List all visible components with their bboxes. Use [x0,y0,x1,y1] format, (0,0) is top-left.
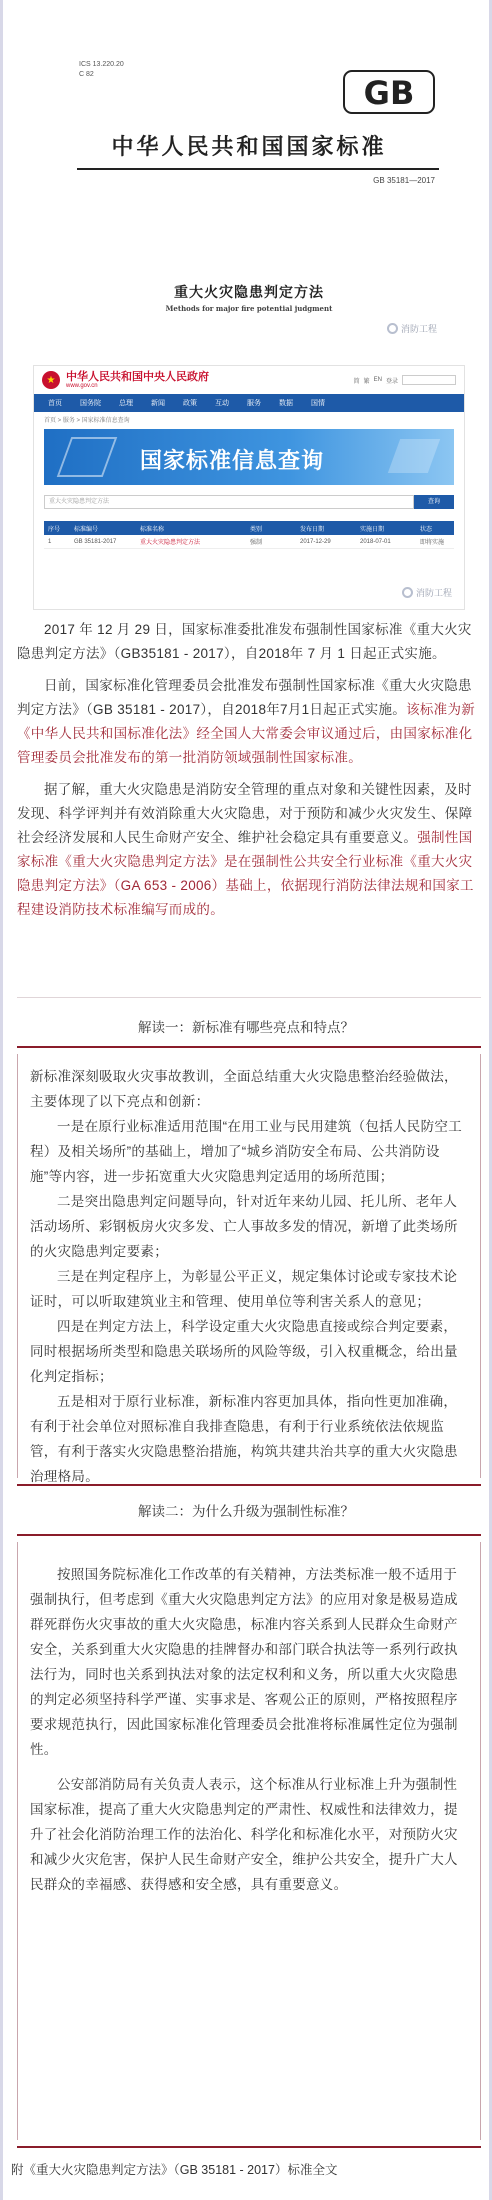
cell: 2018-07-01 [360,538,391,545]
gov-url[interactable]: www.gov.cn [66,383,98,389]
gov-name: 中华人民共和国中央人民政府 [66,371,209,383]
ics-code [79,60,124,80]
gov-header [34,366,464,394]
gov-brand [66,371,209,389]
nav-item-interaction[interactable]: 互动 [215,400,229,407]
nav-item-national[interactable]: 国情 [311,400,325,407]
link-traditional[interactable]: 繁 [363,378,370,385]
paragraph: 一是在原行业标准适用范围“在用工业与民用建筑（包括人民防空工程）及相关场所”的基础上，增加了“城乡消防安全布局、公共消防设施”等内容，进一步拓宽重大火灾隐患判定适用的场所范围； [30,1119,462,1184]
standard-title: 中华人民共和国国家标准 [111,134,387,160]
nav-item-home[interactable]: 首页 [48,400,62,407]
watermark-logo-icon [402,587,413,598]
banner-decoration [57,437,118,477]
cell: 2017-12-29 [300,538,331,545]
col-header: 发布日期 [300,526,325,533]
box-content [17,1542,481,2140]
col-header: 类别 [250,526,263,533]
section-heading: 解读二：为什么升级为强制性标准？ [138,1504,354,1519]
watermark-text: 消防工程 [415,588,452,598]
link-login[interactable]: 登录 [385,378,398,385]
banner-title: 国家标准信息查询 [140,448,325,473]
paragraph: 二是突出隐患判定问题导向，针对近年来幼儿园、托儿所、老年人活动场所、彩钢板房火灾多发、亡人事故多发的情况，新增了此类场所的火灾隐患判定要素； [30,1194,458,1259]
nav-item-state-council[interactable]: 国务院 [80,400,101,407]
cell: 即将实施 [420,540,445,546]
interpretation-box [17,1046,481,1486]
paragraph: 2017 年 12 月 29 日，国家标准委批准发布强制性国家标准《重大火灾隐患判定方法》（GB35181 - 2017），自2018年 7 月 1 日起正式实施。 [17,622,472,661]
col-header: 标准编号 [74,526,99,533]
nav-item-data[interactable]: 数据 [279,400,293,407]
watermark [387,322,437,335]
link-english[interactable]: EN [373,377,382,383]
paragraph: 按照国务院标准化工作改革的有关精神，方法类标准一般不适用于强制执行，但考虑到《重大火灾隐患判定方法》的应用对象是极易造成群死群伤火灾事故的重大火灾隐患，标准内容关系到人民群众生命财产安全，关系到重大火灾隐患的挂牌督办和部门联合执法等一系列行政执法行为，同时也关系到执法对象的法定权利和义务，所以重大火灾隐患的判定必须坚持科学严谨、实事求是、客观公正的原则，严格按照程序要求规范执行，因此国家标准化管理委员会批准将标准属性定位为强制性。 [30,1567,458,1757]
nav-item-service[interactable]: 服务 [247,400,261,407]
box-content [17,1054,481,1484]
standard-link[interactable]: 重大火灾隐患判定方法 [140,540,201,546]
interpretation-box [17,1534,481,2148]
search-button[interactable]: 查询 [414,495,454,509]
col-header: 标准名称 [140,526,165,533]
highlight-text: 强制性国家标准《重大火灾隐患判定方法》是在强制性公共安全行业标准《重大火灾隐患判定方法》（GA 653 - 2006）基础上，依据现行消防法律法规和国家工程建设消防技术标准编写而成的。 [17,830,474,917]
paragraph [17,674,481,770]
document-title: 重大火灾隐患判定方法 [174,284,324,300]
table-header [44,521,454,535]
paragraph: 四是在判定方法上，科学设定重大火灾隐患直接或综合判定要素，同时根据场所类型和隐患关联场所的风险等级，引入权重概念，给出量化判定指标； [30,1319,458,1384]
paragraph: 三是在判定程序上，为彰显公平正义，规定集体讨论或专家技术论证时，可以听取建筑业主和管理、使用单位等利害关系人的意见； [30,1269,458,1309]
breadcrumb: 首页 > 服务 > 国家标准信息查询 [44,418,130,424]
standard-code: GB 35181—2017 [373,176,435,185]
cell: 1 [48,538,52,545]
watermark [402,586,452,599]
table-row[interactable] [44,535,454,549]
col-header: 序号 [48,526,61,533]
gov-header-tools [354,375,456,385]
col-header: 状态 [420,526,433,533]
link-simplified[interactable]: 简 [353,378,360,385]
text-span: 据了解，重大火灾隐患是消防安全管理的重点对象和关键性因素，及时发现、科学评判并有效消除重大火灾隐患，对于预防和减少火灾发生、保障社会经济发展和人民生命财产安全、维护社会稳定具有重要意义。 [17,782,473,845]
gb-logo-icon [343,70,435,114]
header-search-input[interactable] [402,375,456,385]
nav-item-premier[interactable]: 总理 [119,400,133,407]
query-banner [44,429,454,485]
ccs-line: C 82 [79,71,94,78]
col-header: 实施日期 [360,526,385,533]
ics-line: ICS 13.220.20 [79,61,124,68]
results-table [44,521,454,549]
gov-site-screenshot [33,365,465,610]
cell: 强制 [250,540,263,546]
title-rule [77,168,439,170]
cell: GB 35181-2017 [74,538,117,545]
gov-nav-bar [34,394,464,412]
attachment-link[interactable]: 附《重大火灾隐患判定方法》（GB 35181 - 2017）标准全文 [11,2163,338,2177]
standard-search [44,495,454,509]
document-subtitle: Methods for major fire potential judgment [165,304,333,313]
standard-search-input[interactable]: 重大火灾隐患判定方法 [44,495,414,509]
standard-cover-image [23,50,475,365]
banner-decoration [388,439,440,473]
gb-logo-text: GB [363,74,415,112]
article-intro [17,618,481,998]
nav-item-news[interactable]: 新闻 [151,400,165,407]
national-emblem-icon: ★ [42,371,60,389]
paragraph [17,778,481,922]
paragraph: 新标准深刻吸取火灾事故教训，全面总结重大火灾隐患整治经验做法，主要体现了以下亮点和创新： [30,1069,458,1109]
paragraph: 公安部消防局有关负责人表示，这个标准从行业标准上升为强制性国家标准，提高了重大火灾隐患判定的严肃性、权威性和法律效力，提升了社会化消防治理工作的法治化、科学化和标准化水平，对预防火灾和减少火灾危害，保护人民生命财产安全，维护公共安全，提升广大人民群众的幸福感、获得感和安全感，具有重要意义。 [30,1777,458,1892]
section-heading: 解读一：新标准有哪些亮点和特点？ [138,1020,354,1035]
paragraph: 五是相对于原行业标准，新标准内容更加具体，指向性更加准确，有利于社会单位对照标准自我排查隐患，有利于行业系统依法依规监管，有利于落实火灾隐患整治措施，构筑共建共治共享的重大火灾隐患治理格局。 [30,1394,458,1484]
watermark-logo-icon [387,323,398,334]
watermark-text: 消防工程 [400,324,437,334]
nav-item-policy[interactable]: 政策 [183,400,197,407]
highlight-text: 该标准为新《中华人民共和国标准化法》经全国人大常委会审议通过后，由国家标准化管理委员会批准发布的第一批消防领域强制性国家标准。 [17,702,476,765]
text-span: 日前，国家标准化管理委员会批准发布强制性国家标准《重大火灾隐患判定方法》（GB 35181 - 2017），自2018年7月1日起正式实施。 [17,678,472,717]
